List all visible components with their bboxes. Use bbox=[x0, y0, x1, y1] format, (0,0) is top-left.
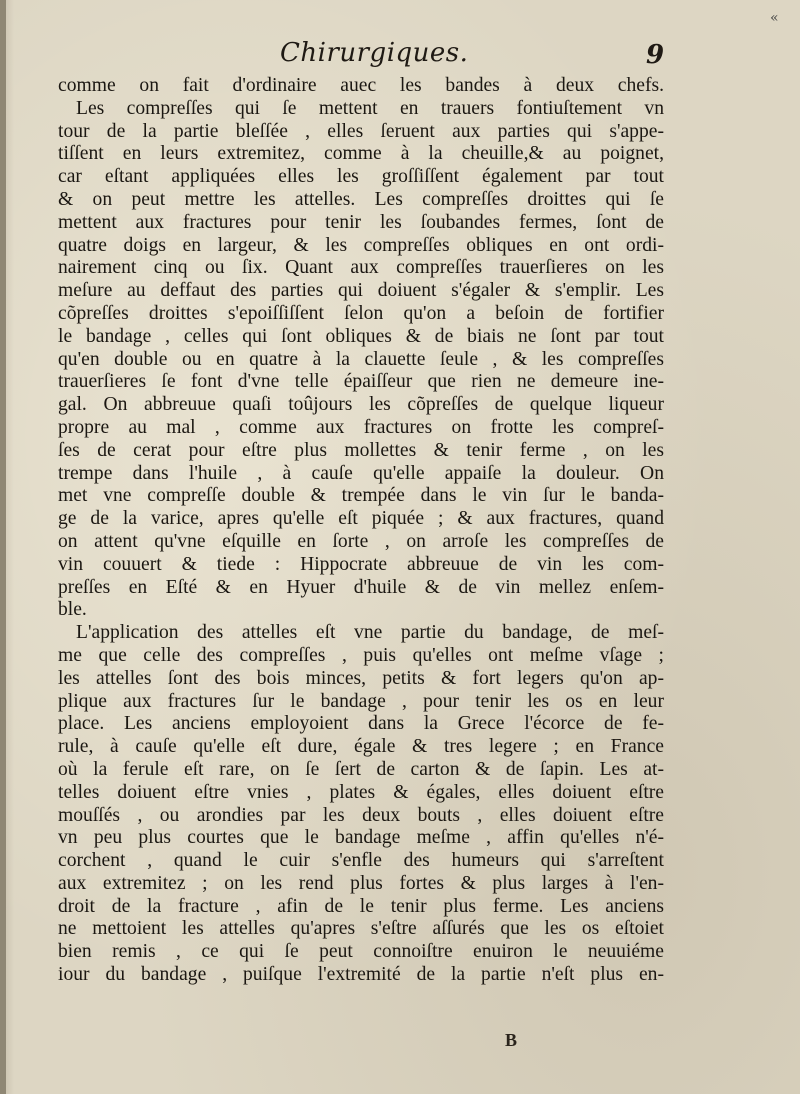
text-line: comme on fait d'ordinaire auec les bandes à deux chefs. bbox=[58, 75, 664, 96]
text-line: mouſſés , ou arondies par les deux bouts , elles doiuent eſtre bbox=[58, 804, 664, 826]
text-line: propre au mal , comme aux fractures on frotte les compreſ- bbox=[58, 416, 664, 438]
text-line: vn peu plus courtes que le bandage meſme , affin qu'elles n'é- bbox=[58, 827, 664, 849]
text-line: trauerſieres ſe font d'vne telle épaiſſeur que rien ne demeure ine- bbox=[58, 371, 664, 393]
text-line: meſure au deffaut des parties qui doiuent s'égaler & s'emplir. Les bbox=[58, 280, 664, 302]
text-line: met vne compreſſe double & trempée dans le vin ſur le banda- bbox=[58, 485, 664, 507]
running-title: Chirurgiques. bbox=[280, 38, 469, 68]
text-line: trempe dans l'huile , à cauſe qu'elle appaiſe la douleur. On bbox=[58, 462, 664, 484]
text-line: telles doiuent eſtre vnies , plates & égales, elles doiuent eſtre bbox=[58, 781, 664, 803]
text-line: ſes de cerat pour eſtre plus mollettes & tenir ferme , on les bbox=[58, 439, 664, 461]
text-line: bien remis , ce qui ſe peut connoiſtre enuiron le neuuiéme bbox=[58, 941, 664, 963]
text-line: les attelles ſont des bois minces, petits & fort legers qu'on ap- bbox=[58, 667, 664, 689]
signature-mark: B bbox=[505, 1030, 518, 1050]
text-line: place. Les anciens employoient dans la Grece l'écorce de fe- bbox=[58, 713, 664, 735]
text-line: & on peut mettre les attelles. Les compreſſes droittes qui ſe bbox=[58, 188, 664, 210]
text-line: cõpreſſes droittes s'epoiſſiſſent ſelon qu'on a beſoin de fortifier bbox=[58, 302, 664, 324]
text-line: ble. bbox=[58, 599, 87, 621]
text-line: tiſſent en leurs extremitez, comme à la cheuille,& au poignet, bbox=[58, 143, 664, 165]
text-line: mettent aux fractures pour tenir les ſoubandes fermes, ſont de bbox=[58, 211, 664, 233]
text-line: corchent , quand le cuir s'enfle des humeurs qui s'arreſtent bbox=[58, 850, 664, 872]
text-line: nairement cinq ou ſix. Quant aux compreſſes trauerſieres on les bbox=[58, 257, 664, 279]
text-line: ge de la varice, apres qu'elle eſt piquée ; & aux fractures, quand bbox=[58, 508, 664, 530]
text-line: Les compreſſes qui ſe mettent en trauers fontiuſtement vn bbox=[76, 97, 664, 119]
text-line: gal. On abbreuue quaſi toûjours les cõpreſſes de quelque liqueur bbox=[58, 394, 664, 416]
text-line: ne mettoient les attelles qu'apres s'eſtre aſſurés que les os eſtoiet bbox=[58, 918, 664, 940]
text-line: quatre doigs en largeur, & les compreſſes obliques en ont ordi- bbox=[58, 234, 664, 256]
text-line: me que celle des compreſſes , puis qu'elles ont meſme vſage ; bbox=[58, 644, 664, 666]
text-line: on attent qu'vne eſquille en ſorte , on arroſe les compreſſes de bbox=[58, 530, 664, 552]
text-line: iour du bandage , puiſque l'extremité de la partie n'eſt plus en- bbox=[58, 964, 664, 986]
text-line: preſſes en Eſté & en Hyuer d'huile & de vin mellez enſem- bbox=[58, 576, 664, 598]
text-line: L'application des attelles eſt vne partie du bandage, de meſ- bbox=[76, 622, 664, 644]
text-line: car eſtant appliquées elles les groſſiſſent également par tout bbox=[58, 166, 664, 188]
text-line: le bandage , celles qui ſont obliques & de biais ne ſont par tout bbox=[58, 325, 664, 347]
text-line: droit de la fracture , afin de le tenir plus ferme. Les anciens bbox=[58, 895, 664, 917]
text-line: rule, à cauſe qu'elle eſt dure, égale & tres legere ; en France bbox=[58, 736, 664, 758]
text-line: plique aux fractures ſur le bandage , pour tenir les os en leur bbox=[58, 690, 664, 712]
text-line: tour de la partie bleſſée , elles ſeruent aux parties qui s'appe- bbox=[58, 120, 664, 142]
page-edge-shadow bbox=[0, 0, 6, 1094]
text-line: vin couuert & tiede : Hippocrate abbreuue de vin les com- bbox=[58, 553, 664, 575]
body-text bbox=[58, 75, 664, 987]
page-number: 9 bbox=[646, 40, 665, 70]
text-line: qu'en double ou en quatre à la clauette ſeule , & les compreſſes bbox=[58, 348, 664, 370]
text-line: aux extremitez ; on les rend plus fortes & plus larges à l'en- bbox=[58, 872, 664, 894]
text-line: où la ferule eſt rare, on ſe ſert de carton & de ſapin. Les at- bbox=[58, 758, 664, 780]
page-header bbox=[0, 38, 800, 72]
corner-mark: « bbox=[770, 10, 779, 26]
